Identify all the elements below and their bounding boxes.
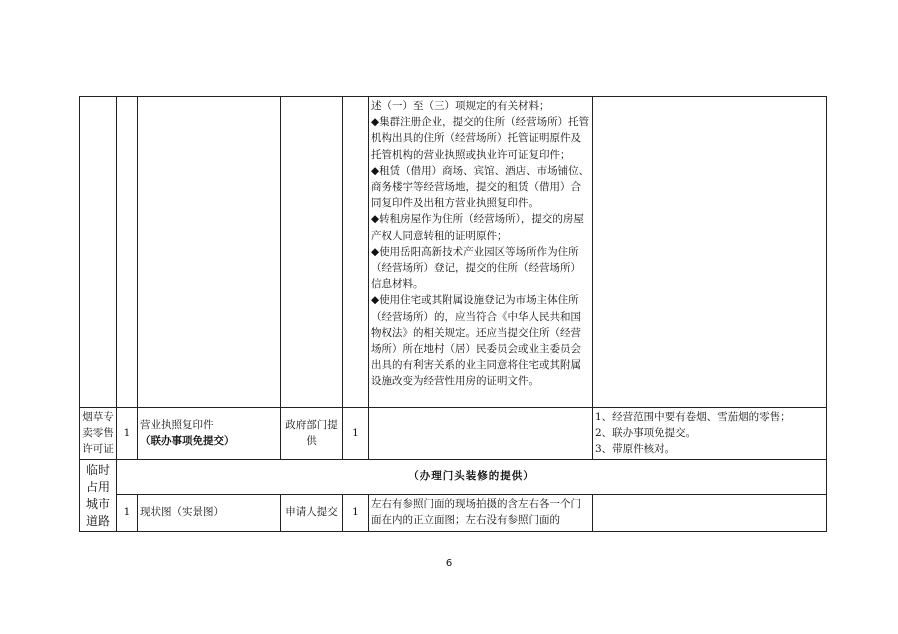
requirement-line: ◆租赁（借用）商场、宾馆、酒店、市场铺位、商务楼宇等经营场地，提交的租赁（借用）合同复印件及出租方营业执照复印件。 [371,164,590,210]
seq-cell: 1 [117,408,138,460]
remarks-cell [593,408,827,460]
page-number: 6 [445,558,453,569]
material-note: （联办事项免提交） [140,435,235,448]
materials-table [79,96,827,532]
requirement-line: ◆使用岳阳高新技术产业园区等场所作为住所（经营场所）登记，提交的住所（经营场所）信息材料。 [371,245,581,291]
requirements-cell [369,97,593,408]
requirements-cell: 左右有参照门面的现场拍摄的含左右各一个门面在内的正立面图；左右没有参照门面的 [369,494,593,531]
seq-cell [117,97,138,408]
category-cell: 临时占用城市道路 [80,459,117,531]
material-cell [138,97,281,408]
section-title: （办理门头装修的提供） [117,459,827,494]
remark-line: 3、带原件核对。 [595,443,676,456]
requirement-line: 述（一）至（三）项规定的有关材料； [371,100,550,112]
table-row-section-header [80,459,827,494]
requirements-cell [369,408,593,460]
table-row-continued [80,97,827,408]
category-cell [80,97,117,408]
remarks-cell [593,494,827,531]
remark-line: 2、联办事项免提交。 [595,427,697,440]
copies-cell: 1 [343,494,369,531]
remarks-cell [593,97,827,408]
table-row-tobacco [80,408,827,460]
category-cell: 烟草专卖零售许可证 [80,408,117,460]
table-row-road [80,494,827,531]
source-cell [281,97,343,408]
requirement-line: ◆集群注册企业，提交的住所（经营场所）托管机构出具的住所（经营场所）托管证明原件及托管机构的营业执照或执业许可证复印件； [371,116,590,161]
requirement-line: ◆使用住宅或其附属设施登记为市场主体住所（经营场所）的，应当符合《中华人民共和国物权法》的相关规定。还应当提交住所（经营场所）所在地村（居）民委员会或业主委员会出具的有利害关系的业主同意将住宅或其附属设施改变为经营性用房的证明文件。 [371,294,581,388]
source-cell: 申请人提交 [281,494,343,531]
seq-cell: 1 [117,494,138,531]
copies-cell: 1 [343,408,369,460]
material-name: 营业执照复印件 [140,419,214,432]
source-cell: 政府部门提供 [281,408,343,460]
material-cell: 现状图（实景图） [138,494,281,531]
requirement-line: ◆转租房屋作为住所（经营场所），提交的房屋产权人同意转租的证明原件； [371,213,584,242]
material-cell [138,408,281,460]
remark-line: 1、经营范围中要有卷烟、雪茄烟的零售； [595,411,791,423]
copies-cell [343,97,369,408]
